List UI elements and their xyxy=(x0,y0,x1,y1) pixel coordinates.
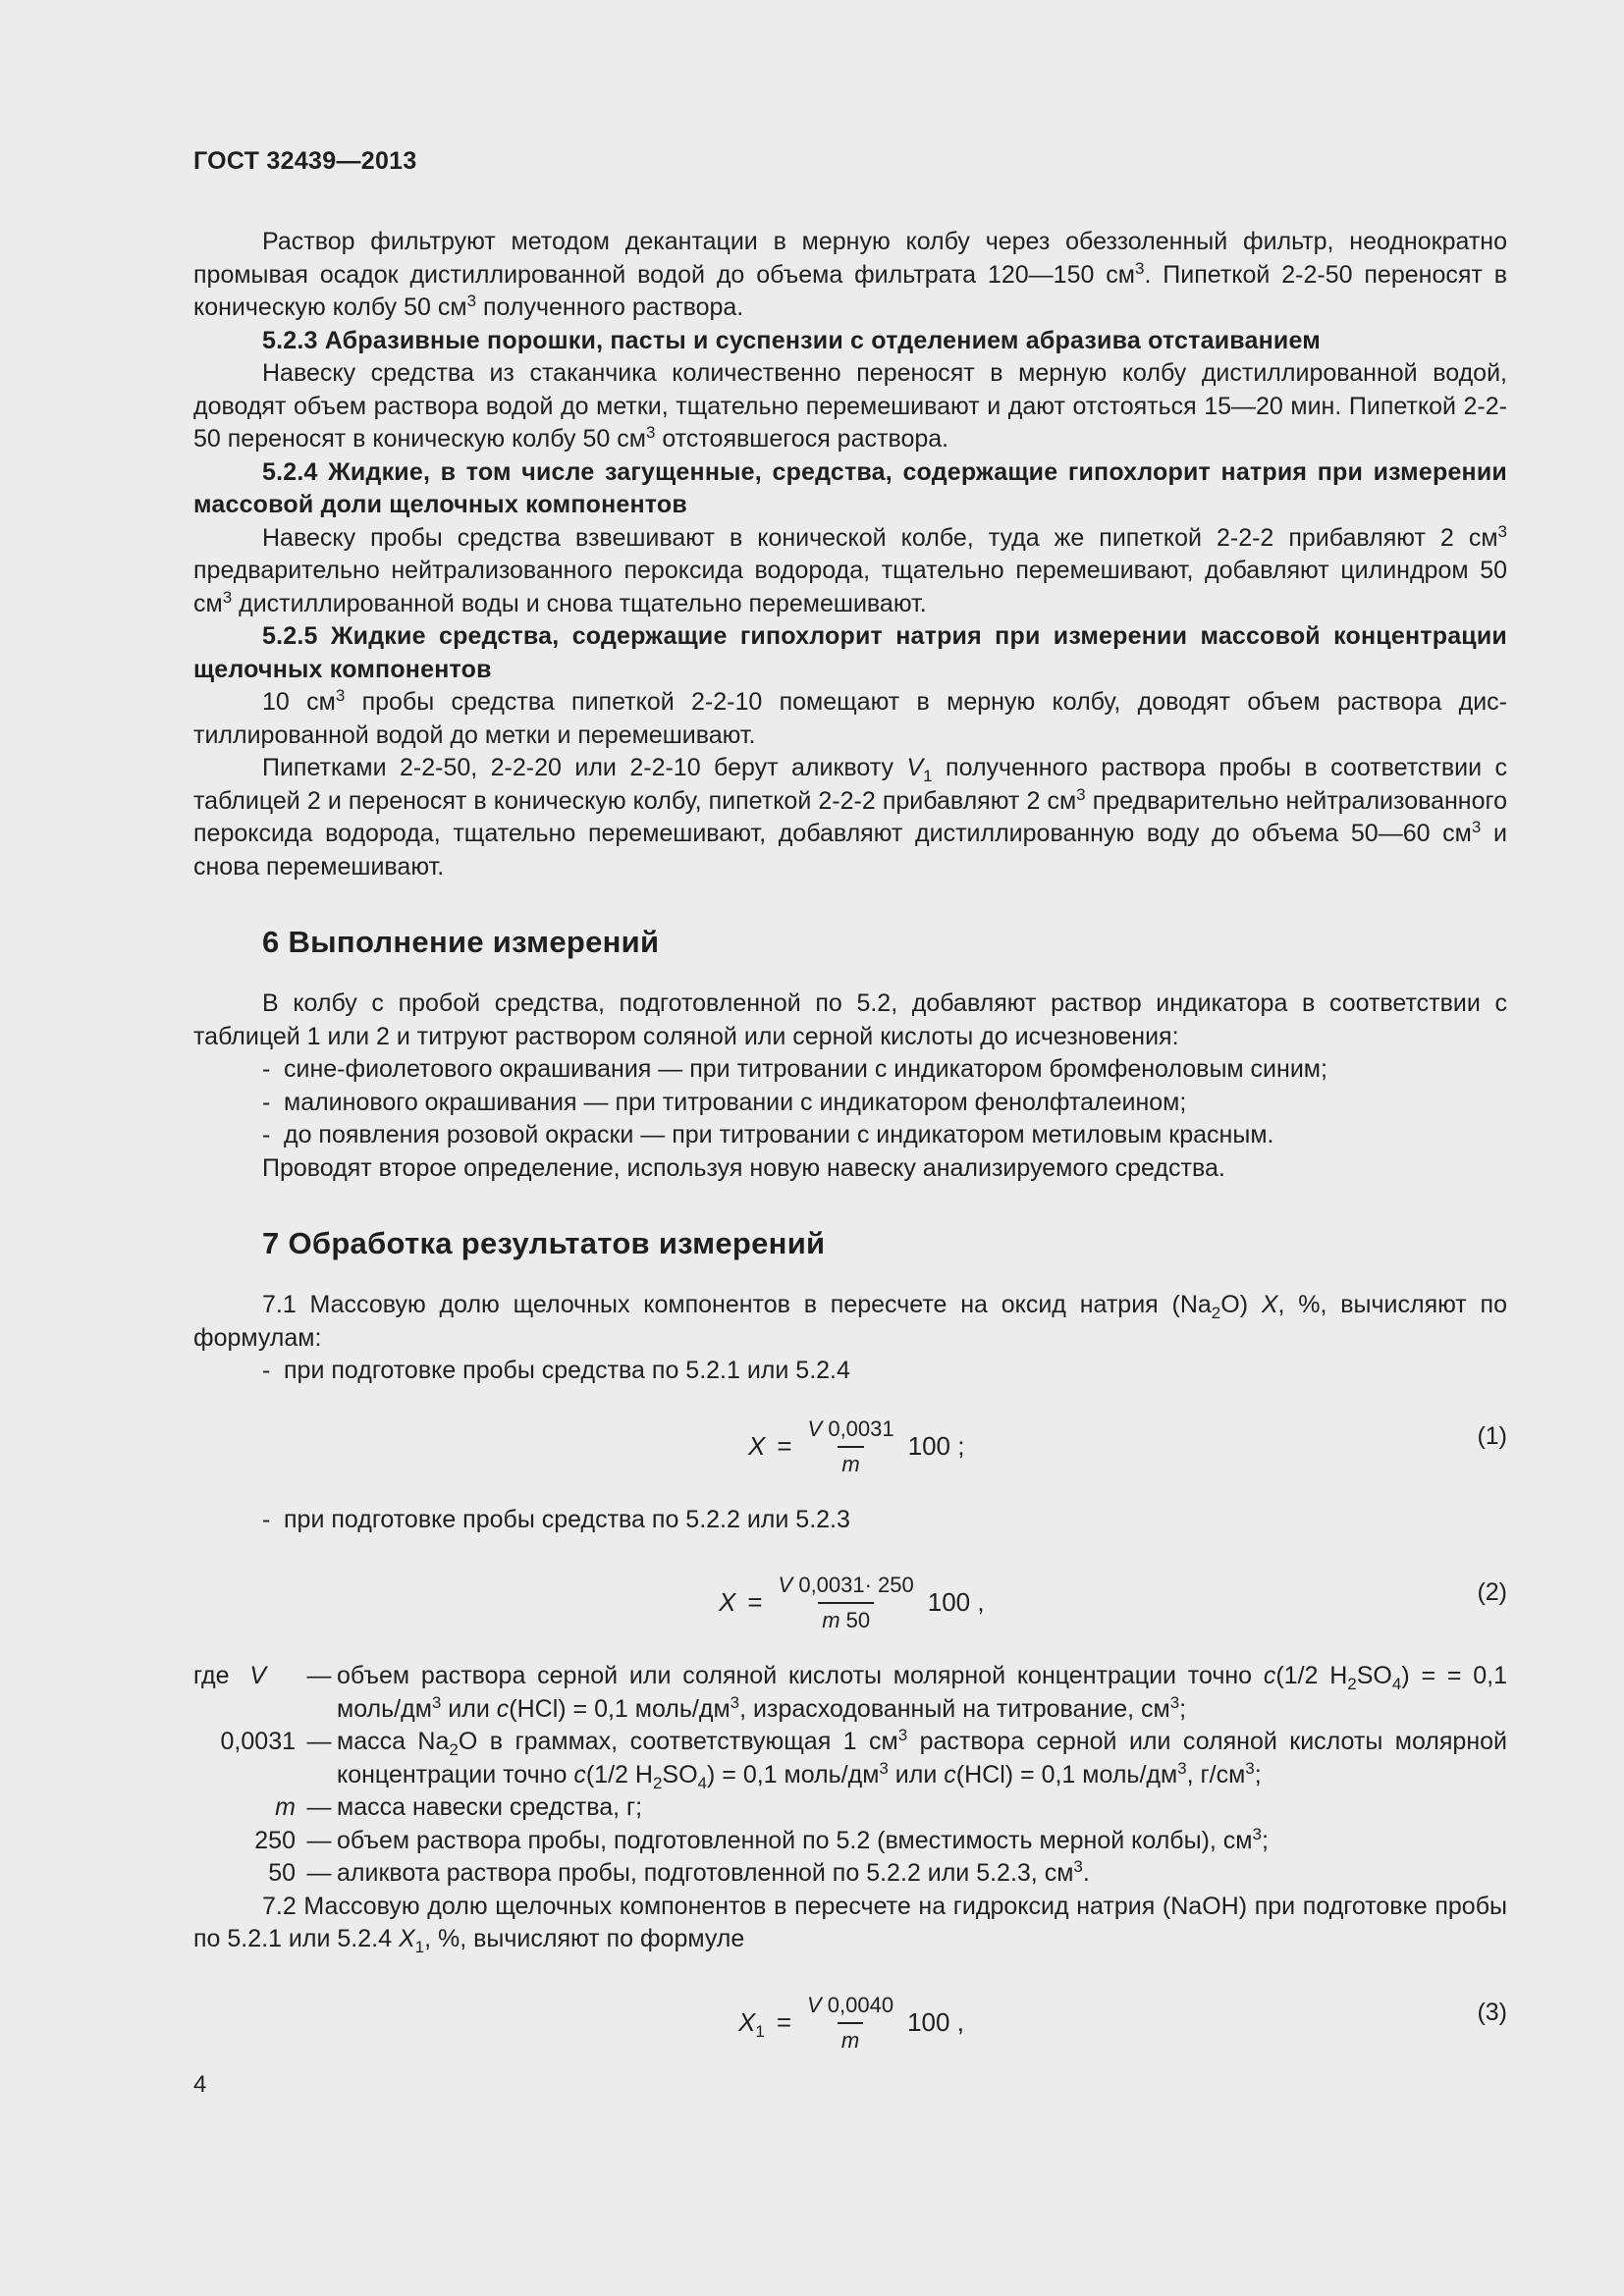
list-item: - сине-фиолетового окрашивания — при титровании с индикатором бромфеноловым синим; xyxy=(262,1055,1327,1083)
where-symbol-50: 50 xyxy=(268,1859,296,1887)
definition-250: объем раствора пробы, подготовленной по 5.2 (вместимость мерной колбы), $см^3$; xyxy=(337,1824,1269,1854)
section-5-2-3-text: Навеску средства из стаканчика количественно переносят в мерную колбу дистиллированной водой, доводят объем раствора водой до метки, тщательно перемешивают и дают отстояться 15—20 мин. Пипеткой 2-2-50 переносят в коническую колбу 50 $см^3$ отстоявшегося раствора. xyxy=(193,359,1507,453)
section-5-2-5-title: 5.2.5 Жидкие средства, содержащие гипохлорит натрия при измерении массовой концентрации щелочных компонентов xyxy=(193,622,1507,683)
section-6-text: В колбу с пробой средства, подготовленной по 5.2, добавляют раствор индикатора в соответствии с таблицей 1 или 2 и титруют раствором соляной или серной кислоты до исчезновения: xyxy=(193,989,1507,1050)
document-body xyxy=(193,226,1507,2080)
definition-m: масса навески средства, г; xyxy=(337,1793,643,1821)
section-5-2-5-text-1: 10 $см^3$ пробы средства пипеткой 2-2-10 помещают в мерную колбу, доводят объем раствора дистиллированной водой до метки и перемешивают. xyxy=(193,686,1507,749)
section-7-2-text: 7.2 Массовую долю щелочных компонентов в пересчете на гидроксид натрия (NaOH) при подготовке пробы по 5.2.1 или 5.2.4 $X_1$, %, вычисляют по формуле xyxy=(193,1892,1507,1956)
formula-1-fraction: $\frac{V 0,0031}{m}$ xyxy=(807,1415,894,1476)
formula-2 xyxy=(193,1558,1507,1648)
where-symbol-250: 250 xyxy=(254,1826,296,1854)
definition-dash: — xyxy=(306,1728,332,1755)
definition-coefficient: масса $Na_2O$ в граммах, соответствующая 1 $см^3$ раствора серной или соляной кислоты молярной концентрации точно c(1/2 $H_2SO_4) = 0,1$ моль/$дм^3$ или c(HCl) = 0,1 моль/$дм^3$, $г/см^3$; xyxy=(337,1726,1508,1792)
formula-2-eq: = xyxy=(747,1587,763,1618)
formula-3-fraction: $\frac{V 0,0040}{m}$ xyxy=(807,1992,894,2053)
definition-dash: — xyxy=(306,1662,332,1689)
case-1-label: - при подготовке пробы средства по 5.2.1 или 5.2.4 xyxy=(262,1357,850,1384)
formula-1-number: (1) xyxy=(1477,1421,1507,1450)
definition-dash: — xyxy=(306,1793,332,1821)
formula-1 xyxy=(193,1402,1507,1492)
formula-3 xyxy=(193,1978,1507,2068)
definition-50: аликвота раствора пробы, подготовленной по 5.2.2 или 5.2.3, $см^3$. xyxy=(337,1857,1090,1887)
formula-3-lhs: $X_1$ xyxy=(738,2006,765,2041)
formula-2-number: (2) xyxy=(1477,1578,1507,1607)
definition-dash: — xyxy=(306,1826,332,1854)
section-5-2-4-title: 5.2.4 Жидкие, в том числе загущенные, средства, содержащие гипохлорит натрия при измерении массовой доли щелочных компонентов xyxy=(193,457,1507,518)
section-6-repeat-text: Проводят второе определение, используя новую навеску анализируемого средства. xyxy=(262,1153,1225,1182)
definition-v: объем раствора серной или соляной кислоты молярной концентрации точно c(1/2 $H_2SO_4$) = = 0,1 моль/$дм^3$ или c(HCl) = 0,1 моль/$дм^3$, израсходованный на титрование, $см^3$; xyxy=(337,1662,1507,1723)
symbol-definitions xyxy=(193,1660,1507,1891)
section-6-heading: 6 Выполнение измерений xyxy=(262,925,660,959)
formula-3-eq: = xyxy=(776,2006,791,2037)
list-item: - до появления розовой окраски — при титровании с индикатором метиловым красным. xyxy=(262,1121,1274,1148)
formula-3-number: (3) xyxy=(1477,1998,1507,2026)
formula-2-tail: 100 , xyxy=(927,1587,985,1618)
section-7-heading: 7 Обработка результатов измерений xyxy=(262,1226,826,1260)
list-item: - малинового окрашивания — при титровании с индикатором фенолфталеином; xyxy=(262,1088,1187,1116)
formula-2-fraction: $\frac{V 0,0031\cdot 250}{m 50}$ xyxy=(778,1573,914,1632)
formula-1-eq: = xyxy=(777,1430,792,1461)
where-symbol-v: где V xyxy=(193,1662,267,1689)
section-5-2-3-title: 5.2.3 Абразивные порошки, пасты и суспензии с отделением абразива отстаиванием xyxy=(262,326,1321,354)
document-header: ГОСТ 32439—2013 xyxy=(193,147,417,175)
section-5-2-5-text-2: Пипетками 2-2-50, 2-2-20 или 2-2-10 берут аликвоту $V_1$ полученного раствора пробы в соответствии с таблицей 2 и переносят в коническую колбу, пипеткой 2-2-2 прибавляют 2 $см^3$ предварительно нейтрализованного пероксида водорода, тщательно перемешивают, добавляют дистиллированную воду до объема 50—60 $см^3$ и снова перемешивают. xyxy=(193,754,1507,881)
section-5-2-4-text: Навеску пробы средства взвешивают в конической колбе, туда же пипеткой 2-2-2 прибавляют 2 $см^3$ предварительно нейтрализованного пероксида водорода, тщательно перемешивают, добавляют цилиндром 50 $см^3$ дистиллированной воды и снова тщательно перемешивают. xyxy=(193,521,1507,617)
case-2-label: - при подготовке пробы средства по 5.2.2 или 5.2.3 xyxy=(262,1505,850,1533)
page-number: 4 xyxy=(193,2071,207,2098)
paragraph-filtration: Раствор фильтруют методом декантации в мерную колбу через обеззоленный фильтр, неоднократно промывая осадок дистиллированной водой до объема фильтрата 120—150 $см^3$. Пипеткой 2-2-50 переносят в коническую колбу 50 $см^3$ полученного раствора. xyxy=(193,228,1507,321)
section-7-1-text: 7.1 Массовую долю щелочных компонентов в пересчете на оксид натрия $(Na_2O)$ X, %, вычисляют по формулам: xyxy=(193,1291,1508,1352)
formula-2-lhs: X xyxy=(719,1587,736,1618)
formula-3-tail: 100 , xyxy=(907,2006,964,2037)
definition-dash: — xyxy=(306,1859,332,1887)
formula-1-tail: 100 ; xyxy=(907,1430,965,1461)
formula-1-lhs: X xyxy=(748,1430,766,1461)
where-symbol-coefficient: 0,0031 xyxy=(220,1728,296,1755)
where-symbol-m: m xyxy=(275,1793,296,1821)
